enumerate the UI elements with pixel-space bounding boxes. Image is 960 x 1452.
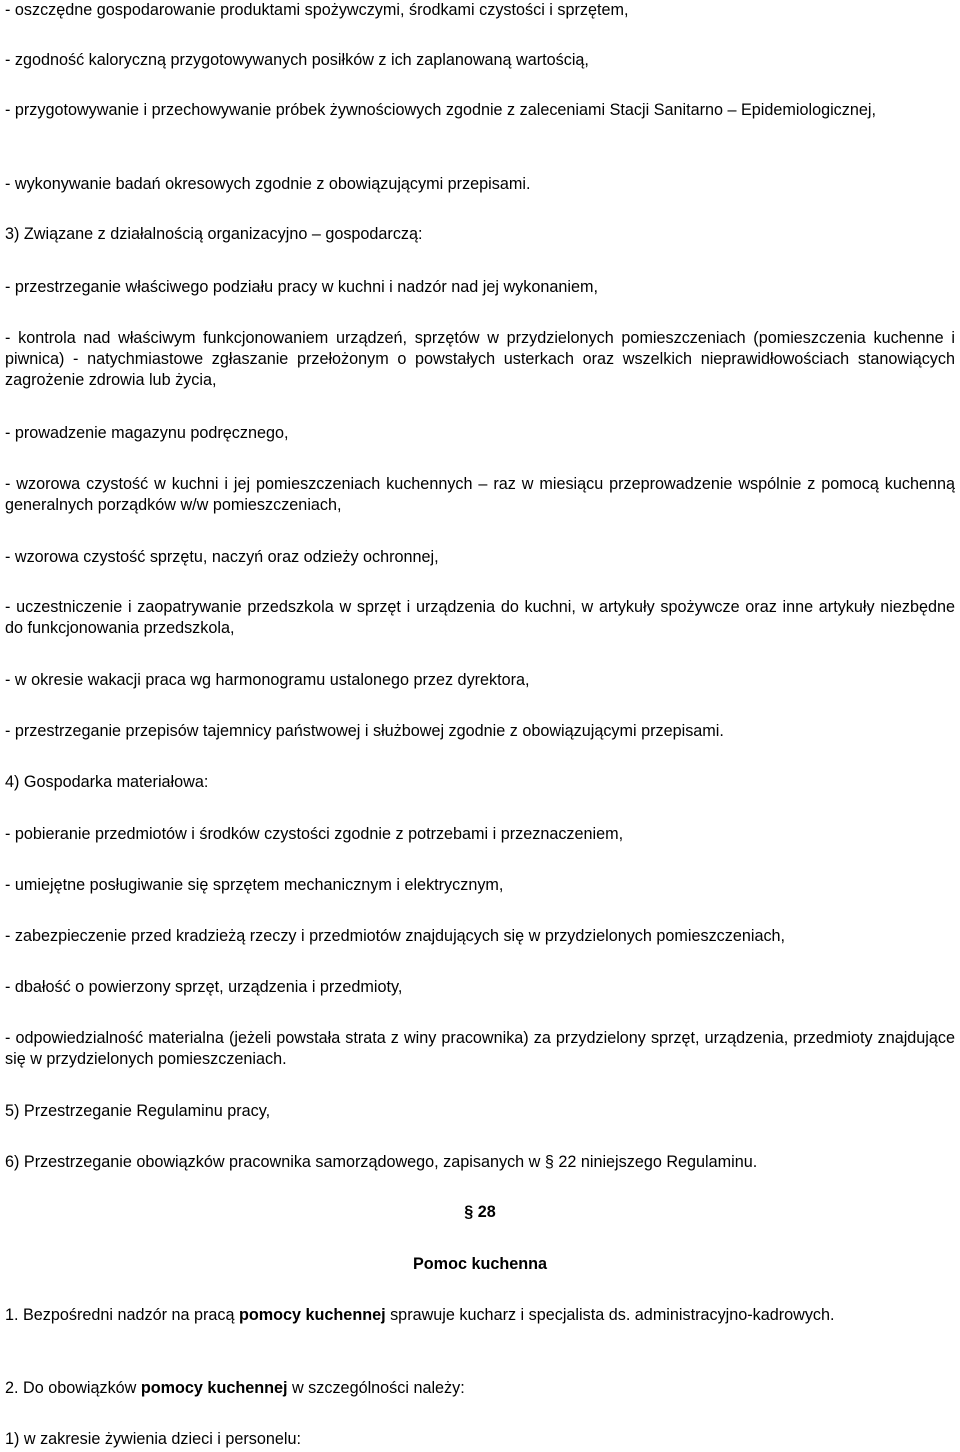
list-item: - kontrola nad właściwym funkcjonowaniem urządzeń, sprzętów w przydzielonych pomieszczeniach (pomieszczenia kuchenne i piwnica) - natychmiastowe zgłaszanie przełożonym o powstałych usterkach oraz wszelkich nieprawidłowościach stanowiących zagrożenie zdrowia lub życia, bbox=[5, 329, 955, 389]
list-item: - przestrzeganie właściwego podziału pracy w kuchni i nadzór nad jej wykonaniem, bbox=[5, 278, 598, 296]
section-heading: 6) Przestrzeganie obowiązków pracownika samorządowego, zapisanych w § 22 niniejszego Regulaminu. bbox=[5, 1153, 758, 1171]
numbered-item: 2. Do obowiązków pomocy kuchennej w szczególności należy: bbox=[5, 1379, 465, 1397]
section-title: Pomoc kuchenna bbox=[412, 1255, 548, 1273]
section-heading: 4) Gospodarka materiałowa: bbox=[5, 773, 209, 791]
list-item: - odpowiedzialność materialna (jeżeli powstała strata z winy pracownika) za przydzielony sprzęt, urządzenia, przedmioty znajdujące się w przydzielonych pomieszczeniach. bbox=[5, 1029, 955, 1068]
list-item: - umiejętne posługiwanie się sprzętem mechanicznym i elektrycznym, bbox=[5, 876, 504, 894]
list-item: - oszczędne gospodarowanie produktami spożywczymi, środkami czystości i sprzętem, bbox=[5, 1, 629, 19]
list-item: - wzorowa czystość w kuchni i jej pomieszczeniach kuchennych – raz w miesiącu przeprowadzenie wspólnie z pomocą kuchenną generalnych porządków w/w pomieszczeniach, bbox=[5, 475, 955, 514]
list-item: - uczestniczenie i zaopatrywanie przedszkola w sprzęt i urządzenia do kuchni, w artykuły spożywcze oraz inne artykuły niezbędne do funkcjonowania przedszkola, bbox=[5, 598, 955, 637]
numbered-item: 1) w zakresie żywienia dzieci i personelu: bbox=[5, 1430, 301, 1448]
list-item: - prowadzenie magazynu podręcznego, bbox=[5, 424, 289, 442]
list-item: - przygotowywanie i przechowywanie próbek żywnościowych zgodnie z zaleceniami Stacji Sanitarno – Epidemiologicznej, bbox=[5, 101, 876, 119]
list-item: - zgodność kaloryczną przygotowywanych posiłków z ich zaplanowaną wartością, bbox=[5, 51, 589, 69]
list-item: - wzorowa czystość sprzętu, naczyń oraz odzieży ochronnej, bbox=[5, 548, 439, 566]
list-item: - pobieranie przedmiotów i środków czystości zgodnie z potrzebami i przeznaczeniem, bbox=[5, 825, 624, 843]
section-number: § 28 bbox=[464, 1203, 496, 1221]
section-heading: 5) Przestrzeganie Regulaminu pracy, bbox=[5, 1102, 271, 1120]
list-item: - dbałość o powierzony sprzęt, urządzenia i przedmioty, bbox=[5, 978, 403, 996]
list-item: - zabezpieczenie przed kradzieżą rzeczy i przedmiotów znajdujących się w przydzielonych pomieszczeniach, bbox=[5, 927, 786, 945]
list-item: - wykonywanie badań okresowych zgodnie z obowiązującymi przepisami. bbox=[5, 175, 531, 193]
list-item: - w okresie wakacji praca wg harmonogramu ustalonego przez dyrektora, bbox=[5, 671, 530, 689]
numbered-item: 1. Bezpośredni nadzór na pracą pomocy kuchennej sprawuje kucharz i specjalista ds. administracyjno-kadrowych. bbox=[5, 1306, 835, 1324]
section-heading: 3) Związane z działalnością organizacyjno – gospodarczą: bbox=[5, 225, 423, 243]
list-item: - przestrzeganie przepisów tajemnicy państwowej i służbowej zgodnie z obowiązującymi przepisami. bbox=[5, 722, 724, 740]
